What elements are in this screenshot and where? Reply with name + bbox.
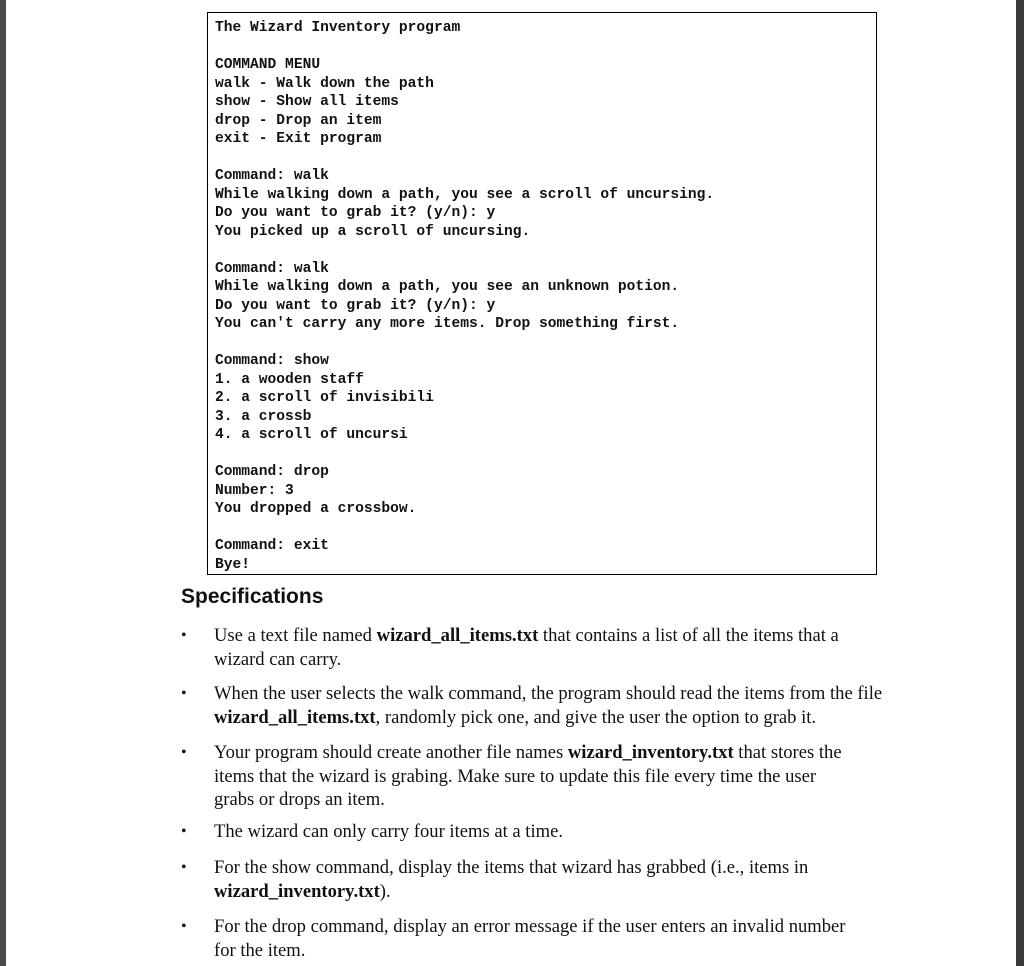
console-line: Do you want to grab it? (y/n): y <box>215 297 496 314</box>
spec-text-run: ). <box>379 880 391 902</box>
spec-text-run: When the user selects the walk command, the program should read the items from the file <box>214 683 883 704</box>
console-line: While walking down a path, you see an unknown potion. <box>215 279 680 295</box>
spec-text-run: Your program should create another file names <box>214 742 568 763</box>
spec-bullet-text <box>214 820 934 844</box>
console-blank-line <box>215 38 876 57</box>
bullet-dot-icon: • <box>181 918 187 935</box>
console-line: exit - Exit program <box>215 131 382 147</box>
console-line: 3. a crossb <box>215 408 312 425</box>
console-line: 2. a scroll of invisibili <box>215 390 434 406</box>
spec-bullet-text <box>214 624 934 671</box>
console-line: Command: exit <box>215 538 329 554</box>
console-line: COMMAND MENU <box>215 57 321 73</box>
console-line: Bye! <box>215 556 251 573</box>
console-line: walk - Walk down the path <box>215 75 434 92</box>
bullet-dot-icon: • <box>181 627 187 644</box>
spec-text-run: For the drop command, display an error message if the user enters an invalid number <box>214 916 846 937</box>
spec-filename: wizard_inventory.txt <box>214 880 380 902</box>
bullet-dot-icon: • <box>181 744 187 761</box>
console-line: Command: walk <box>215 168 329 184</box>
spec-bullet-text <box>214 856 934 903</box>
right-scrollbar-edge[interactable] <box>1016 0 1024 966</box>
spec-text-run: The wizard can only carry four items at a time. <box>214 821 564 842</box>
console-line: You dropped a crossbow. <box>215 501 417 517</box>
console-blank-line <box>215 334 876 353</box>
spec-text-run: Use a text file named <box>214 625 377 646</box>
console-line: drop - Drop an item <box>215 112 382 129</box>
console-line: Number: 3 <box>215 482 294 499</box>
console-line: show - Show all items <box>215 94 399 110</box>
spec-bullet-text <box>214 915 934 962</box>
console-blank-line <box>215 241 876 260</box>
console-blank-line <box>215 519 876 538</box>
console-output-box <box>207 12 877 575</box>
console-line: Command: show <box>215 353 329 369</box>
specifications-heading: Specifications <box>181 585 324 608</box>
bullet-dot-icon: • <box>181 859 187 876</box>
spec-bullet-text <box>214 741 934 812</box>
spec-filename: wizard_inventory.txt <box>567 742 734 763</box>
console-line: You can't carry any more items. Drop something first. <box>215 316 680 332</box>
spec-text-run: items that the wizard is grabing. Make sure to update this file every time the user <box>214 765 817 787</box>
spec-bullet-text <box>214 682 934 729</box>
console-line: While walking down a path, you see a scroll of uncursing. <box>215 186 715 203</box>
console-line: The Wizard Inventory program <box>215 20 461 36</box>
console-line: You picked up a scroll of uncursing. <box>215 223 531 240</box>
spec-text-run: For the show command, display the items that wizard has grabbed (i.e., items in <box>214 857 809 878</box>
console-blank-line <box>215 149 876 168</box>
spec-text-run: , randomly pick one, and give the user the option to grab it. <box>375 706 817 728</box>
spec-filename: wizard_all_items.txt <box>376 625 539 646</box>
console-blank-line <box>215 445 876 464</box>
spec-text-run: that stores the <box>733 742 842 763</box>
spec-text-run: grabs or drops an item. <box>214 789 385 810</box>
console-line: Command: walk <box>215 260 329 277</box>
console-line: 1. a wooden staff <box>215 371 364 388</box>
bullet-dot-icon: • <box>181 823 187 840</box>
spec-text-run: wizard can carry. <box>214 648 342 670</box>
bullet-dot-icon: • <box>181 685 187 702</box>
spec-filename: wizard_all_items.txt <box>214 706 376 728</box>
console-line: Do you want to grab it? (y/n): y <box>215 205 496 221</box>
left-window-edge <box>0 0 6 966</box>
spec-text-run: for the item. <box>214 939 306 961</box>
console-line: Command: drop <box>215 464 329 480</box>
console-line: 4. a scroll of uncursi <box>215 427 408 443</box>
spec-text-run: that contains a list of all the items that a <box>538 625 839 646</box>
